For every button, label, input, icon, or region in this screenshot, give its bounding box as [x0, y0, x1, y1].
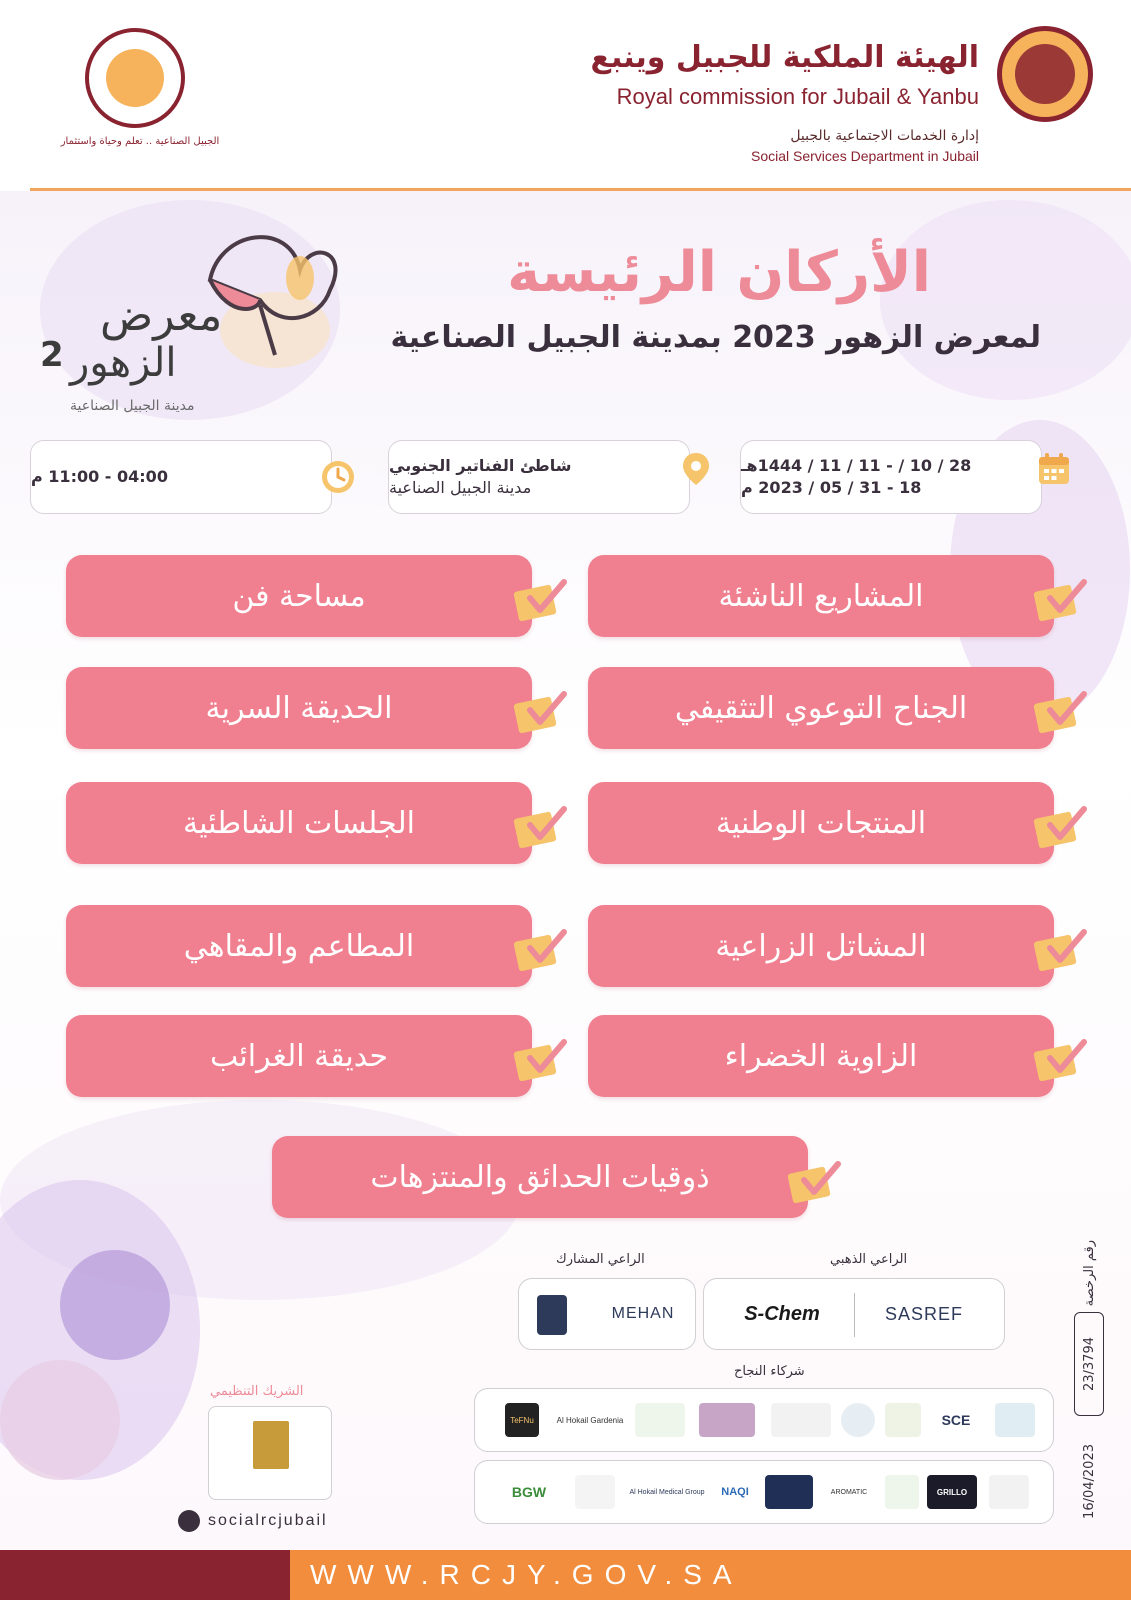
check-envelope-icon [512, 797, 568, 853]
dept-name-arabic: إدارة الخدمات الاجتماعية بالجبيل [790, 128, 979, 144]
hokail-gardenia-logo: Al Hokail Gardenia [556, 1415, 624, 1425]
license-label: رقم الرخصة [1082, 1240, 1097, 1307]
license-number: 23/3794 [1081, 1336, 1097, 1391]
partner-logo-icon [765, 1475, 813, 1509]
partner-logo-icon [885, 1475, 919, 1509]
partner-logo-icon [841, 1403, 875, 1437]
aromatic-logo: AROMATIC [830, 1488, 868, 1496]
event-logo-number: 2 [40, 335, 64, 375]
event-logo-text: معرض [100, 290, 223, 341]
time-box [30, 440, 332, 514]
partner-sponsor-box [518, 1278, 696, 1350]
twitter-icon [178, 1510, 200, 1532]
event-time: 04:00 - 11:00 م [31, 467, 168, 486]
partner-logo-icon [575, 1475, 615, 1509]
social-handle-text: socialrcjubail [208, 1512, 328, 1529]
social-handle[interactable] [178, 1510, 328, 1532]
category-restaurants-cafes: المطاعم والمقاهي [66, 905, 532, 987]
partner-logo-icon [635, 1403, 685, 1437]
partner-logo-icon [537, 1295, 567, 1335]
gold-sponsor-box [703, 1278, 1005, 1350]
partner-logo-icon [989, 1475, 1029, 1509]
calendar-icon [1036, 451, 1072, 487]
org-name-english: Royal commission for Jubail & Yanbu [616, 84, 979, 109]
category-awareness-pavilion: الجناح التوعوي التثقيفي [588, 667, 1054, 749]
check-envelope-icon [512, 1030, 568, 1086]
gold-sponsor-label: الراعي الذهبي [830, 1252, 908, 1267]
location-place: شاطئ الفناتير الجنوبي [389, 456, 572, 475]
footer-url[interactable]: WWW.RCJY.GOV.SA [310, 1559, 743, 1590]
date-hijri: 28 / 10 / - 11 / 11 / 1444هـ [741, 456, 972, 475]
schem-logo: S-Chem [744, 1302, 820, 1325]
category-nurseries: المشاتل الزراعية [588, 905, 1054, 987]
page-title: الأركان الرئيسة [507, 240, 931, 305]
check-envelope-icon [1032, 682, 1088, 738]
clock-icon [320, 459, 356, 495]
category-startups: المشاريع الناشئة [588, 555, 1054, 637]
category-beach-sessions: الجلسات الشاطئية [66, 782, 532, 864]
grillo-logo: GRILLO [927, 1475, 977, 1509]
dept-name-english: Social Services Department in Jubail [751, 148, 979, 164]
success-partners-row-2 [474, 1460, 1054, 1524]
date-box [740, 440, 1042, 514]
sce-logo: SCE [941, 1412, 971, 1428]
event-logo-text: الزهور [70, 340, 177, 386]
partner-logo-icon [771, 1403, 831, 1437]
category-garden-tastes: ذوقيات الحدائق والمنتزهات [272, 1136, 808, 1218]
date-gregorian: 18 - 31 / 05 / 2023 م [741, 478, 922, 497]
organizer-label: الشريك التنظيمي [210, 1384, 304, 1399]
partner-logo-icon [699, 1403, 755, 1437]
partner-logo-icon [995, 1403, 1035, 1437]
sasref-logo: SASREF [884, 1303, 964, 1324]
check-envelope-icon [1032, 920, 1088, 976]
success-partners-label: شركاء النجاح [734, 1364, 805, 1379]
check-envelope-icon [786, 1152, 842, 1208]
flower-icon [0, 1360, 120, 1480]
check-envelope-icon [512, 682, 568, 738]
organizer-logo-box [208, 1406, 332, 1500]
flower-icon [60, 1250, 170, 1360]
license-date: 16/04/2023 [1082, 1444, 1097, 1519]
success-partners-row-1 [474, 1388, 1054, 1452]
bgw-logo: BGW [511, 1484, 547, 1500]
event-logo-subtitle: مدينة الجبيل الصناعية [70, 398, 195, 414]
category-art-space: مساحة فن [66, 555, 532, 637]
tefnu-logo: TeFNu [505, 1403, 539, 1437]
footer-left-band [0, 1550, 290, 1600]
partner-sponsor-label: الراعي المشارك [556, 1252, 645, 1267]
check-envelope-icon [1032, 797, 1088, 853]
license-number-box [1074, 1312, 1104, 1416]
category-green-corner: الزاوية الخضراء [588, 1015, 1054, 1097]
footer-url-bar[interactable] [290, 1550, 1131, 1600]
category-exotic-garden: حديقة الغرائب [66, 1015, 532, 1097]
category-secret-garden: الحديقة السرية [66, 667, 532, 749]
city-tagline: الجبيل الصناعية .. تعلم وحياة واستثمار [60, 136, 220, 147]
check-envelope-icon [1032, 1030, 1088, 1086]
kingdom-seal-icon [997, 26, 1093, 122]
location-box [388, 440, 690, 514]
mehan-logo: MEHAN [611, 1305, 675, 1322]
jubail-city-seal-icon [85, 28, 185, 128]
partner-logo-icon [885, 1403, 921, 1437]
org-name-arabic: الهيئة الملكية للجبيل وينبع [590, 40, 979, 75]
page-subtitle: لمعرض الزهور 2023 بمدينة الجبيل الصناعية [390, 320, 1041, 355]
naqi-logo: NAQI [721, 1486, 749, 1498]
hokail-medical-logo: Al Hokail Medical Group [629, 1488, 705, 1496]
organizer-logo-icon [253, 1421, 289, 1469]
category-national-products: المنتجات الوطنية [588, 782, 1054, 864]
check-envelope-icon [512, 920, 568, 976]
check-envelope-icon [1032, 570, 1088, 626]
location-pin-icon [678, 451, 714, 487]
check-envelope-icon [512, 570, 568, 626]
location-city: مدينة الجبيل الصناعية [389, 478, 532, 497]
